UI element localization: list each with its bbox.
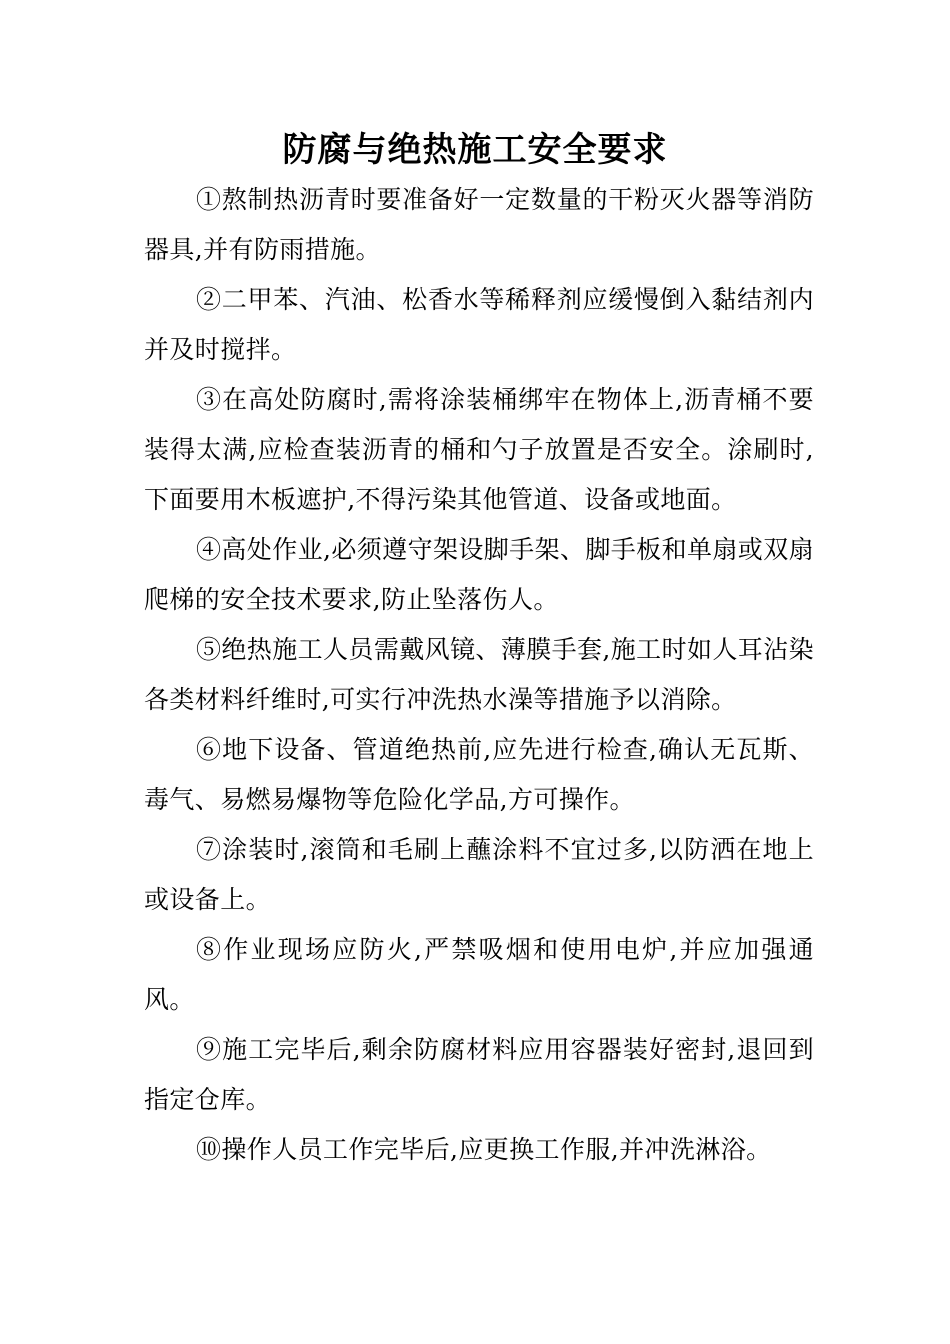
document-body xyxy=(144,175,814,1175)
document-title: 防腐与绝热施工安全要求 xyxy=(282,130,668,170)
paragraph-10: ⑩操作人员工作完毕后,应更换工作服,并冲洗淋浴。 xyxy=(196,1135,772,1164)
paragraph-4: ④高处作业,必须遵守架设脚手架、脚手板和单扇或双扇爬梯的安全技术要求,防止坠落伤人。 xyxy=(144,535,814,614)
paragraph-9: ⑨施工完毕后,剩余防腐材料应用容器装好密封,退回到指定仓库。 xyxy=(144,1035,814,1114)
paragraph-1: ①熬制热沥青时要准备好一定数量的干粉灭火器等消防器具,并有防雨措施。 xyxy=(144,185,814,264)
paragraph-2: ②二甲苯、汽油、松香水等稀释剂应缓慢倒入黏结剂内并及时搅拌。 xyxy=(144,285,814,364)
paragraph-6: ⑥地下设备、管道绝热前,应先进行检查,确认无瓦斯、毒气、易燃易爆物等危险化学品,方可操作。 xyxy=(144,735,814,814)
paragraph-3: ③在高处防腐时,需将涂装桶绑牢在物体上,沥青桶不要装得太满,应检查装沥青的桶和勺子放置是否安全。涂刷时,下面要用木板遮护,不得污染其他管道、设备或地面。 xyxy=(144,385,814,514)
paragraph-7: ⑦涂装时,滚筒和毛刷上蘸涂料不宜过多,以防洒在地上或设备上。 xyxy=(144,835,814,914)
paragraph-8: ⑧作业现场应防火,严禁吸烟和使用电炉,并应加强通风。 xyxy=(144,935,814,1014)
paragraph-5: ⑤绝热施工人员需戴风镜、薄膜手套,施工时如人耳沾染各类材料纤维时,可实行冲洗热水澡等措施予以消除。 xyxy=(144,635,814,714)
